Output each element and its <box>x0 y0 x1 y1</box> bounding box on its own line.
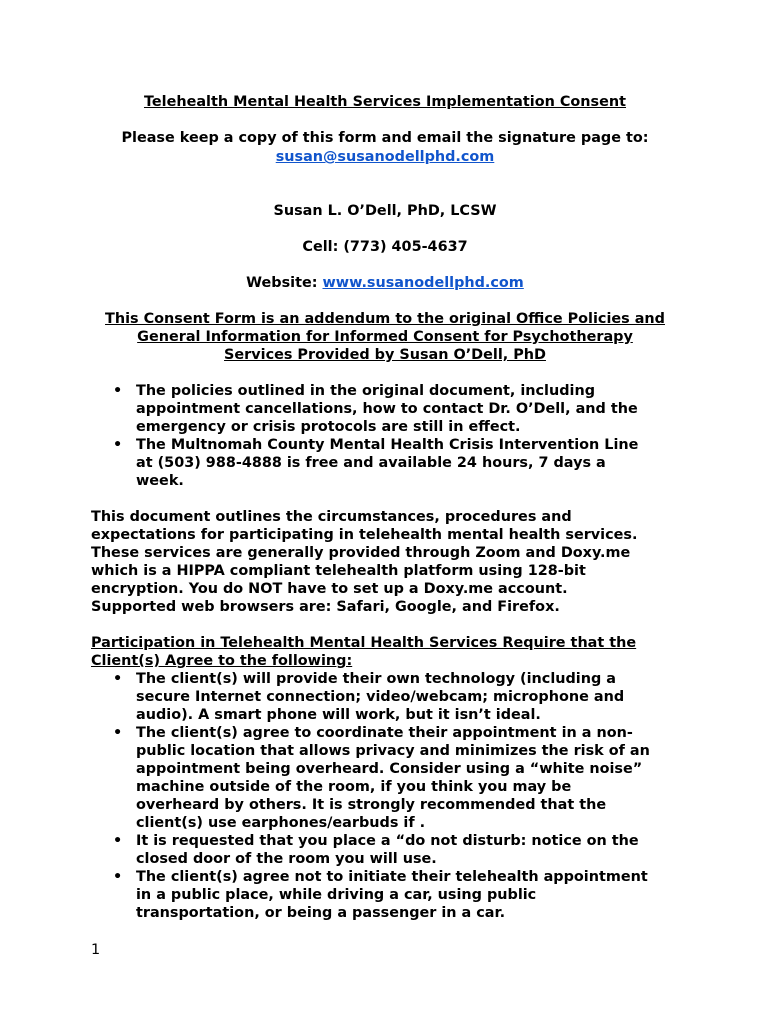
cell-number: Cell: (773) 405-4637 <box>302 239 468 255</box>
paragraph-line: encryption. You do NOT have to set up a Doxy.me account. <box>91 581 568 597</box>
list-item-line: The policies outlined in the original document, including <box>136 383 595 399</box>
list-item-line: The client(s) will provide their own technology (including a <box>136 671 616 687</box>
email-line <box>0 148 770 166</box>
list-item-line: emergency or crisis protocols are still in effect. <box>136 419 521 435</box>
paragraph-line: which is a HIPPA compliant telehealth platform using 128-bit <box>91 563 586 579</box>
email-link[interactable]: susan@susanodellphd.com <box>275 149 495 165</box>
list-item-line: at (503) 988-4888 is free and available 24 hours, 7 days a <box>136 455 606 471</box>
document-title: Telehealth Mental Health Services Implementation Consent <box>143 94 626 110</box>
heading-line: Participation in Telehealth Mental Health Services Require that the <box>91 635 637 651</box>
list-item-line: transportation, or being a passenger in a car. <box>136 905 506 921</box>
list-item <box>91 436 691 490</box>
paragraph-line: This document outlines the circumstances, procedures and <box>91 509 572 525</box>
paragraph-line: expectations for participating in telehealth mental health services. <box>91 527 638 543</box>
page-number: 1 <box>91 942 101 958</box>
website-link[interactable]: www.susanodellphd.com <box>322 275 524 291</box>
list-item-line: in a public place, while driving a car, using public <box>136 887 537 903</box>
list-item-line: secure Internet connection; video/webcam; microphone and <box>136 689 625 705</box>
bullet-icon: • <box>113 869 123 885</box>
heading-line: Client(s) Agree to the following: <box>91 653 353 669</box>
list-item <box>91 832 691 868</box>
bullet-icon: • <box>113 833 123 849</box>
list-item <box>91 724 691 832</box>
list-item <box>91 868 691 922</box>
bullet-icon: • <box>113 671 123 687</box>
list-item-line: overheard by others. It is strongly recommended that the <box>136 797 607 813</box>
participation-list <box>91 670 691 922</box>
participation-heading <box>91 634 691 670</box>
website-line <box>0 274 770 292</box>
bullet-icon: • <box>113 383 123 399</box>
policy-list <box>91 382 691 490</box>
addendum-line: This Consent Form is an addendum to the original Office Policies and <box>105 311 665 327</box>
bullet-icon: • <box>113 725 123 741</box>
list-item-line: appointment being overheard. Consider using a “white noise” <box>136 761 643 777</box>
addendum-line: General Information for Informed Consent for Psychotherapy <box>137 329 633 345</box>
list-item-line: appointment cancellations, how to contact Dr. O’Dell, and the <box>136 401 638 417</box>
list-item-line: The Multnomah County Mental Health Crisis Intervention Line <box>136 437 639 453</box>
description-paragraph <box>91 508 691 616</box>
paragraph-line: These services are generally provided through Zoom and Doxy.me <box>91 545 631 561</box>
list-item-line: client(s) use earphones/earbuds if . <box>136 815 426 831</box>
list-item-line: The client(s) agree not to initiate their telehealth appointment <box>136 869 648 885</box>
addendum-line: Services Provided by Susan O’Dell, PhD <box>224 347 546 363</box>
bullet-icon: • <box>113 437 123 453</box>
list-item-line: audio). A smart phone will work, but it isn’t ideal. <box>136 707 541 723</box>
website-label: Website: <box>246 275 323 291</box>
list-item-line: It is requested that you place a “do not disturb: notice on the <box>136 833 639 849</box>
provider-name: Susan L. O’Dell, PhD, LCSW <box>273 203 497 219</box>
paragraph-line: Supported web browsers are: Safari, Google, and Firefox. <box>91 599 560 615</box>
list-item-line: week. <box>136 473 184 489</box>
list-item <box>91 382 691 436</box>
list-item <box>91 670 691 724</box>
instruction-text: Please keep a copy of this form and email the signature page to: <box>121 130 649 146</box>
addendum-heading <box>0 310 770 364</box>
list-item-line: closed door of the room you will use. <box>136 851 437 867</box>
list-item-line: machine outside of the room, if you think you may be <box>136 779 572 795</box>
list-item-line: The client(s) agree to coordinate their appointment in a non- <box>136 725 633 741</box>
list-item-line: public location that allows privacy and minimizes the risk of an <box>136 743 650 759</box>
